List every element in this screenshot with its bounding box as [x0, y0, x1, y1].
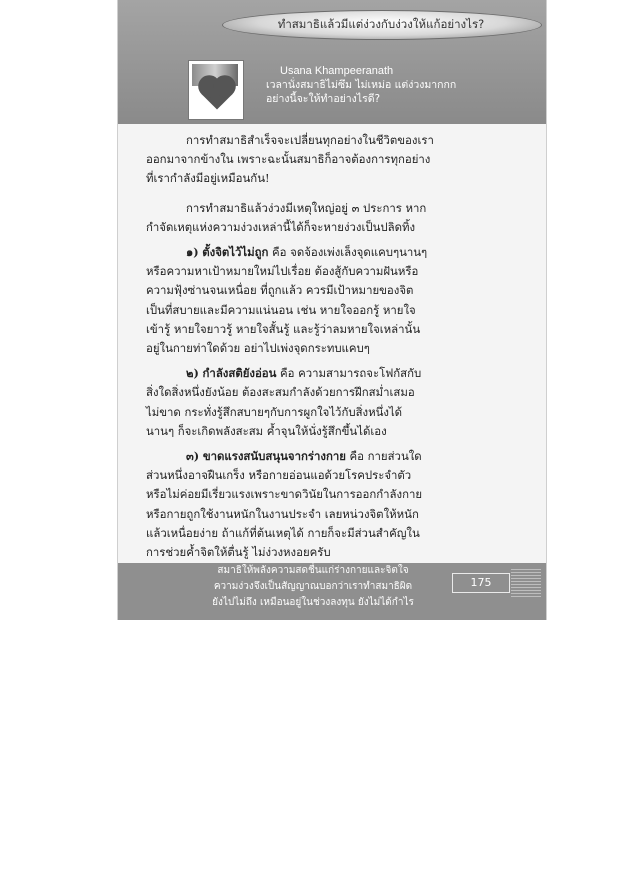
chapter-title: ทำสมาธิแล้วมีแต่ง่วงกับง่วงให้แก้อย่างไร?: [277, 17, 485, 31]
footer-line: สมาธิให้พลังความสดชื่นแก่ร่างกายและจิตใจ: [217, 565, 409, 576]
question-line: อย่างนี้จะให้ทำอย่างไรดี?: [266, 93, 381, 105]
question-line: เวลานั่งสมาธิไม่ซึม ไม่เหม่อ แต่ง่วงมากกก: [266, 79, 457, 91]
text-line: หรือกายถูกใช้งานหนักในงานประจำ เลยหน่วงจิตให้หนัก: [146, 506, 419, 521]
page-footer: [118, 563, 546, 620]
page-header: [118, 0, 546, 124]
text-line: การทำสมาธิสำเร็จจะเปลี่ยนทุกอย่างในชีวิตของเรา: [186, 133, 434, 147]
item-heading: ขาดแรงสนับสนุนจากร่างกาย: [202, 449, 346, 464]
answer-body: [146, 131, 546, 568]
text-line: นานๆ ก็จะเกิดพลังสะสม ค้ำจุนให้นั่งรู้สึกขึ้นได้เอง: [146, 423, 387, 438]
text-line: ความฟุ้งซ่านจนเหนื่อย ที่ถูกแล้ว ควรมีเป้าหมายของจิต: [146, 283, 414, 298]
text-line: คือ จดจ้องเพ่งเล็งจุดแคบๆนานๆ: [268, 245, 428, 260]
stripe-decoration: [511, 569, 541, 597]
text-line: ส่วนหนึ่งอาจฝืนเกร็ง หรือกายอ่อนแอด้วยโรคประจำตัว: [146, 468, 412, 483]
text-line: เป็นที่สบายและมีความแน่นอน เช่น หายใจออกรู้ หายใจ: [146, 302, 416, 317]
item-number: ๒): [186, 366, 199, 381]
footer-quote: [182, 563, 444, 611]
book-page: [117, 0, 547, 620]
text-line: หรือความหาเป้าหมายใหม่ไปเรื่อย ต้องสู้กับความฝันหรือ: [146, 264, 419, 279]
item-number: ๓): [186, 449, 200, 464]
footer-line: ยังไปไม่ถึง เหมือนอยู่ในช่วงลงทุน ยังไม่ได้กำไร: [212, 597, 414, 608]
text-line: ไม่ขาด กระทั่งรู้สึกสบายๆกับการผูกใจไว้กับสิ่งหนึ่งได้: [146, 404, 403, 419]
reader-question: [266, 78, 466, 106]
text-line: สิ่งใดสิ่งหนึ่งยังน้อย ต้องสะสมกำลังด้วยการฝึกสม่ำเสมอ: [146, 385, 415, 400]
heart-icon: [201, 78, 232, 109]
page-number: 175: [452, 573, 510, 593]
reason-item-2: [146, 364, 546, 441]
text-line: หรือไม่ค่อยมีเรี่ยวแรงเพราะขาดวินัยในการออกกำลังกาย: [146, 487, 423, 502]
reason-item-1: [146, 243, 546, 358]
item-heading: ตั้งจิตไว้ไม่ถูก: [202, 245, 269, 260]
footer-line: ความง่วงจึงเป็นสัญญาณบอกว่าเราทำสมาธิผิด: [213, 581, 413, 592]
intro-paragraph: [146, 131, 546, 189]
item-heading: กำลังสติยังอ่อน: [202, 366, 277, 381]
reasons-paragraph: [146, 199, 546, 237]
text-line: ออกมาจากข้างใน เพราะฉะนั้นสมาธิก็อาจต้องการทุกอย่าง: [146, 152, 431, 167]
text-line: เข้ารู้ หายใจยาวรู้ หายใจสั้นรู้ และรู้ว่าลมหายใจเหล่านั้น: [146, 321, 421, 336]
reason-item-3: [146, 447, 546, 562]
text-line: การทำสมาธิแล้วง่วงมีเหตุใหญ่อยู่ ๓ ประการ หาก: [186, 200, 427, 215]
text-line: การช่วยค้ำจิตให้ตื่นรู้ ไม่ง่วงหงอยครับ: [146, 545, 331, 560]
item-number: ๑): [186, 245, 199, 260]
text-line: แล้วเหนื่อยง่าย ถ้าแก้ที่ต้นเหตุได้ กายก็จะมีส่วนสำคัญใน: [146, 525, 420, 540]
author-name: Usana Khampeeranath: [280, 65, 394, 77]
author-photo: [188, 60, 244, 120]
text-line: ที่เรากำลังมีอยู่เหมือนกัน!: [146, 171, 270, 186]
text-line: อยู่ในกายท่าใดด้วย อย่าไปเพ่งจุดกระทบแคบๆ: [146, 341, 370, 356]
text-line: คือ กายส่วนใด: [345, 449, 422, 464]
text-line: กำจัดเหตุแห่งความง่วงเหล่านี้ได้ก็จะหายง่วงเป็นปลิดทิ้ง: [146, 219, 416, 234]
text-line: คือ ความสามารถจะโฟกัสกับ: [276, 366, 422, 381]
